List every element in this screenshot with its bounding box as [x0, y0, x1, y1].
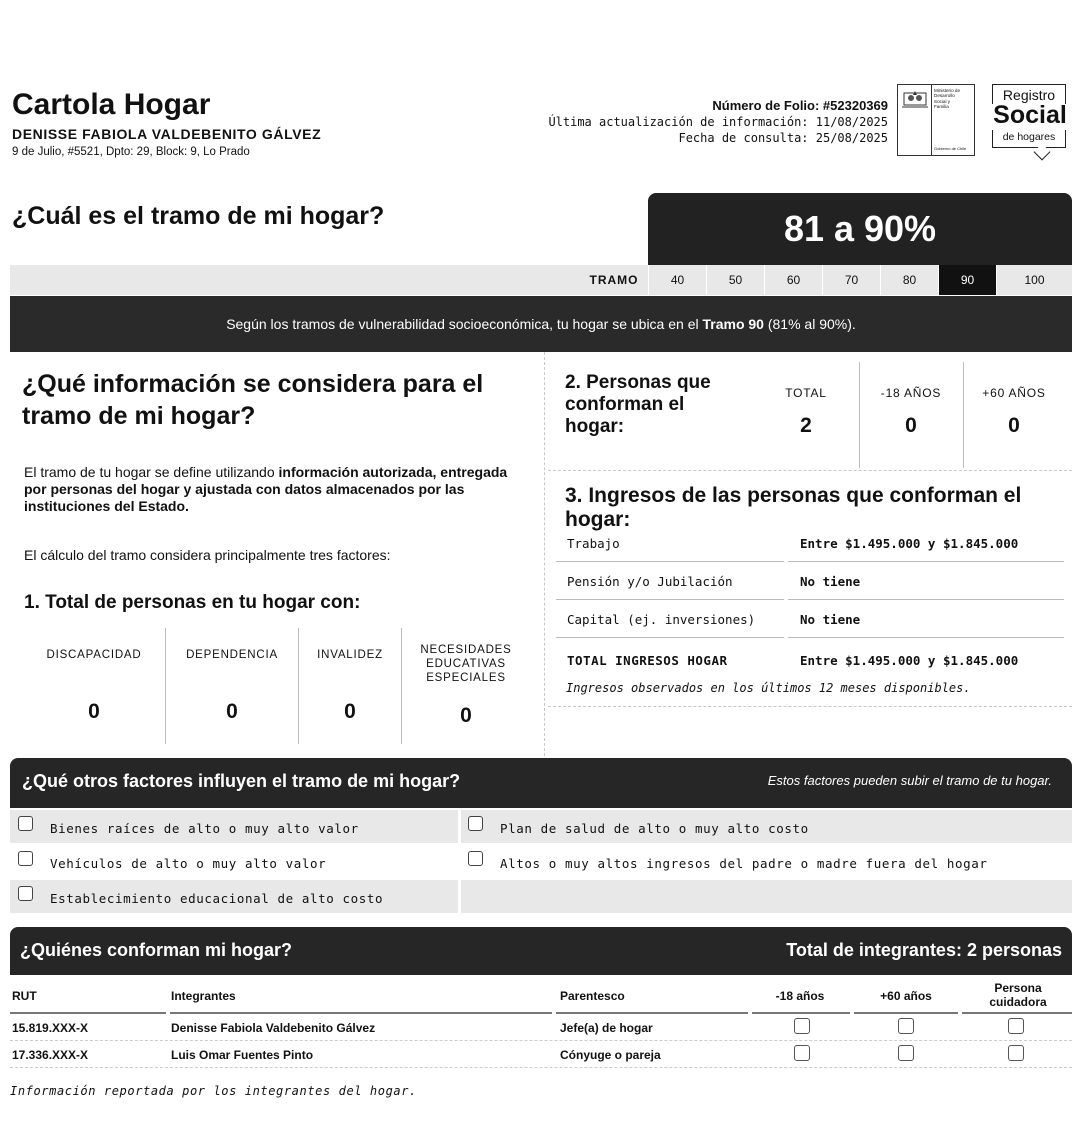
income-note: Ingresos observados en los últimos 12 meses disponibles.	[566, 681, 971, 695]
ministry-line-1: Ministerio de	[934, 88, 961, 93]
tramo-cell-80: 80	[880, 265, 938, 295]
income-value: No tiene	[800, 612, 861, 627]
member-1-under18-checkbox[interactable]	[794, 1018, 810, 1034]
tramo-cell-100: 100	[996, 265, 1072, 295]
header-underline	[752, 1012, 850, 1014]
factor-divider	[401, 628, 402, 744]
section-1-title: 1. Total de personas en tu hogar con:	[24, 592, 361, 613]
checkbox-ingresos-padre-madre[interactable]	[468, 851, 483, 866]
header-underline	[962, 1012, 1072, 1014]
factor-value: 0	[460, 704, 472, 727]
persons-over60-label: +60 AÑOS	[982, 386, 1046, 400]
tramo-cell-90: 90	[938, 265, 996, 295]
factor-value: 0	[226, 700, 238, 723]
checkbox-bienes-raices[interactable]	[18, 816, 33, 831]
column-header-integrantes: Integrantes	[171, 989, 236, 1003]
factor-label: DISCAPACIDAD	[46, 649, 142, 661]
info-paragraph-1	[24, 464, 524, 515]
last-update: Última actualización de información: 11/08/2025	[548, 115, 888, 129]
tramo-result: 81 a 90%	[648, 193, 1072, 265]
tramo-label: TRAMO	[589, 273, 639, 287]
member-1-over60-checkbox[interactable]	[898, 1018, 914, 1034]
other-factors-note: Estos factores pueden subir el tramo de tu hogar.	[767, 773, 1052, 788]
other-factor-label: Altos o muy altos ingresos del padre o madre fuera del hogar	[500, 856, 988, 871]
checkbox-vehiculos[interactable]	[18, 851, 33, 866]
persons-under18-label: -18 AÑOS	[880, 386, 942, 400]
member-2-caregiver-checkbox[interactable]	[1008, 1045, 1024, 1061]
income-label: Capital (ej. inversiones)	[567, 612, 756, 627]
income-total-value: Entre $1.495.000 y $1.845.000	[800, 653, 1019, 668]
persons-over60	[964, 372, 1064, 438]
folio-block	[548, 98, 888, 146]
section-2-title: 2. Personas que conforman el hogar:	[565, 372, 711, 437]
income-value: No tiene	[800, 574, 861, 589]
person-name: DENISSE FABIOLA VALDEBENITO GÁLVEZ	[12, 126, 322, 142]
checkbox-establecimiento[interactable]	[18, 886, 33, 901]
factor-label: INVALIDEZ	[317, 649, 383, 661]
query-date: Fecha de consulta: 25/08/2025	[678, 131, 888, 145]
income-row-capital	[556, 600, 1064, 638]
registro-social-logo	[986, 84, 1074, 160]
banner-text-post: (81% al 90%).	[763, 316, 856, 332]
ministry-line-4: Familia	[934, 104, 949, 110]
logo-top-text: Registro	[992, 84, 1066, 104]
factor-dependencia	[166, 628, 298, 746]
info-paragraph-2: El cálculo del tramo considera principalmente tres factores:	[24, 547, 391, 563]
coat-of-arms-icon	[898, 85, 932, 155]
member-1-relation: Jefe(a) de hogar	[560, 1021, 653, 1035]
household-total: Total de integrantes: 2 personas	[786, 940, 1062, 960]
banner-text-bold: Tramo 90	[702, 316, 764, 332]
income-label: Trabajo	[567, 536, 620, 551]
column-header-parentesco: Parentesco	[560, 989, 625, 1003]
income-row-line	[556, 637, 784, 638]
tramo-scale	[10, 265, 1072, 295]
member-1-name: Denisse Fabiola Valdebenito Gálvez	[171, 1021, 376, 1035]
persons-under18	[860, 372, 962, 438]
header-underline	[170, 1012, 552, 1014]
column-divider	[544, 352, 545, 756]
row-divider	[10, 1040, 1072, 1041]
factor-label: NECESIDADES EDUCATIVAS ESPECIALES	[420, 644, 512, 684]
factors-grid	[24, 628, 528, 746]
footer-note: Información reportada por los integrantes del hogar.	[10, 1084, 417, 1098]
section-3-title: 3. Ingresos de las personas que conforman el hogar:	[565, 484, 1022, 531]
ministry-logo	[897, 84, 975, 156]
persons-total-label: TOTAL	[785, 386, 827, 400]
logo-bottom-text: de hogares	[992, 130, 1066, 148]
section-divider	[548, 706, 1072, 707]
info-question: ¿Qué información se considera para el tramo de mi hogar?	[22, 370, 484, 430]
person-address: 9 de Julio, #5521, Dpto: 29, Block: 9, Lo Prado	[12, 146, 250, 158]
logo-main-text: Social	[993, 101, 1067, 129]
factor-label: DEPENDENCIA	[186, 649, 278, 661]
section-divider	[548, 470, 1072, 471]
member-2-rut: 17.336.XXX-X	[12, 1048, 89, 1062]
other-factor-label: Bienes raíces de alto o muy alto valor	[50, 821, 359, 836]
factor-necesidades	[404, 628, 528, 746]
income-row-line	[788, 637, 1064, 638]
banner-text-pre: Según los tramos de vulnerabilidad socioeconómica, tu hogar se ubica en el	[226, 316, 703, 332]
other-factor-row	[461, 880, 1072, 913]
member-1-caregiver-checkbox[interactable]	[1008, 1018, 1024, 1034]
ministry-footer: Gobierno de Chile	[934, 145, 967, 151]
header-underline	[854, 1012, 958, 1014]
row-divider	[10, 1067, 1072, 1068]
income-row-pension	[556, 562, 1064, 600]
factor-invalidez	[299, 628, 401, 746]
tramo-banner	[10, 296, 1072, 352]
household-header	[10, 927, 1072, 975]
header-underline	[556, 1012, 748, 1014]
ministry-line-2: Desarrollo	[934, 93, 955, 99]
other-factor-label: Vehículos de alto o muy alto valor	[50, 856, 327, 871]
income-label: Pensión y/o Jubilación	[567, 574, 733, 589]
persons-total	[760, 372, 852, 438]
income-row-trabajo	[556, 524, 1064, 562]
ministry-line-3: Social y	[934, 98, 951, 104]
column-header-cuidadora: Persona cuidadora	[989, 981, 1047, 1009]
other-factors-title: ¿Qué otros factores influyen el tramo de mi hogar?	[22, 771, 461, 791]
column-header-rut: RUT	[12, 989, 37, 1003]
tramo-cell-70: 70	[822, 265, 880, 295]
tramo-cell-40: 40	[648, 265, 706, 295]
tramo-cells	[648, 265, 1072, 295]
income-total-label: TOTAL INGRESOS HOGAR	[567, 653, 728, 668]
member-2-relation: Cónyuge o pareja	[560, 1048, 661, 1062]
tramo-cell-50: 50	[706, 265, 764, 295]
other-factors-header	[10, 758, 1072, 808]
factor-value: 0	[88, 700, 100, 723]
household-title: ¿Quiénes conforman mi hogar?	[20, 940, 293, 960]
factor-value: 0	[344, 700, 356, 723]
member-2-over60-checkbox[interactable]	[898, 1045, 914, 1061]
header-underline	[10, 1012, 166, 1014]
info-p1-pre: El tramo de tu hogar se define utilizando	[24, 464, 279, 480]
other-factor-label: Establecimiento educacional de alto costo	[50, 891, 384, 906]
member-1-rut: 15.819.XXX-X	[12, 1021, 89, 1035]
document-title: Cartola Hogar	[12, 88, 211, 121]
member-2-name: Luis Omar Fuentes Pinto	[171, 1048, 314, 1062]
column-header-under18: -18 años	[775, 989, 825, 1003]
column-header-over60: +60 años	[880, 989, 932, 1003]
tramo-question: ¿Cuál es el tramo de mi hogar?	[12, 202, 385, 230]
checkbox-plan-salud[interactable]	[468, 816, 483, 831]
factor-discapacidad	[24, 628, 164, 746]
info-p1-bold: información autorizada, entregada por personas del hogar y ajustada con datos almacenados por las instituciones del Estado.	[24, 464, 508, 514]
folio-number: Número de Folio: #52320369	[712, 98, 888, 113]
persons-under18-value: 0	[905, 414, 917, 437]
tramo-cell-60: 60	[764, 265, 822, 295]
persons-over60-value: 0	[1008, 414, 1020, 437]
persons-total-value: 2	[800, 414, 812, 437]
other-factor-label: Plan de salud de alto o muy alto costo	[500, 821, 809, 836]
income-value: Entre $1.495.000 y $1.845.000	[800, 536, 1019, 551]
member-2-under18-checkbox[interactable]	[794, 1045, 810, 1061]
